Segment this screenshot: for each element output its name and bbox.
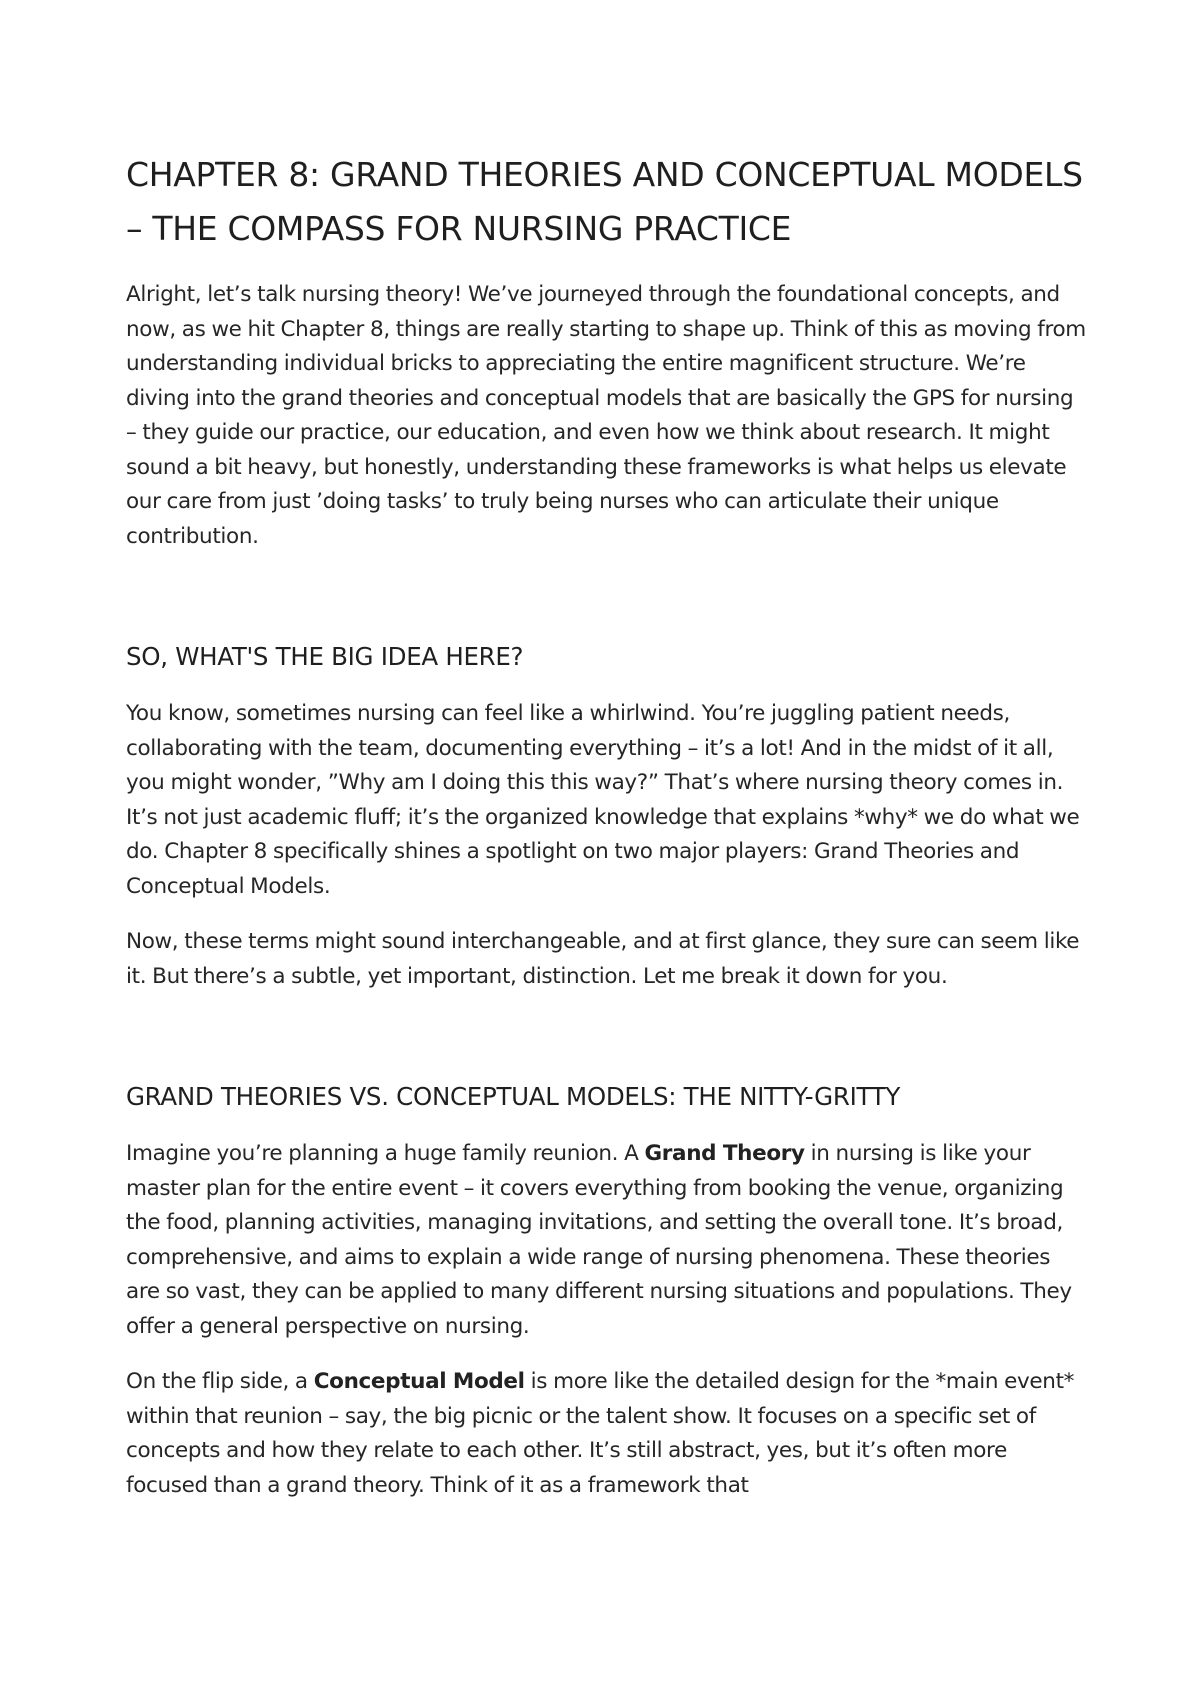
chapter-title: CHAPTER 8: GRAND THEORIES AND CONCEPTUAL MODELS – THE COMPASS FOR NURSING PRACTICE [126,155,1083,248]
conceptual-model-paragraph [126,1365,1086,1503]
section-heading-grand-vs-conceptual: GRAND THEORIES VS. CONCEPTUAL MODELS: THE NITTY-GRITTY [126,1082,901,1111]
section-heading-big-idea: SO, WHAT'S THE BIG IDEA HERE? [126,642,524,671]
text-run: Imagine you’re planning a huge family reunion. A [126,1141,645,1166]
intro-paragraph: Alright, let’s talk nursing theory! We’ve journeyed through the foundational concepts, and now, as we hit Chapter 8, things are really starting to shape up. Think of this as moving from understanding individual bricks to appreciating the entire magnificent structure. We’re diving into the grand theories and conceptual models that are basically the GPS for nursing – they guide our practice, our education, and even how we think about research. It might sound a bit heavy, but honestly, understanding these frameworks is what helps us elevate our care from just ’doing tasks’ to truly being nurses who can articulate their unique contribution. [126,282,1086,549]
text-run: On the flip side, a [126,1369,314,1394]
section-spacer [126,1015,1086,1079]
big-idea-paragraph-1: You know, sometimes nursing can feel like a whirlwind. You’re juggling patient needs, collaborating with the team, documenting everything – it’s a lot! And in the midst of it all, you might wonder, ”Why am I doing this this way?” That’s where nursing theory comes in. It’s not just academic fluff; it’s the organized knowledge that explains *why* we do what we do. Chapter 8 specifically shines a spotlight on two major players: Grand Theories and Conceptual Models. [126,701,1080,899]
text-run: is more like the detailed design for the *main event* within that reunion – say, the big picnic or the talent show. It focuses on a specific set of concepts and how they relate to each other. It’s still abstract, yes, but it’s often more focused than a grand theory. Think of it as a framework that [126,1369,1075,1498]
document-page [126,148,1086,1524]
text-run: in nursing is like your master plan for the entire event – it covers everything from booking the venue, organizing the food, planning activities, managing invitations, and setting the overall tone. It’s broad, comprehensive, and aims to explain a wide range of nursing phenomena. These theories are so vast, they can be applied to many different nursing situations and populations. They offer a general perspective on nursing. [126,1141,1072,1339]
bold-term-grand-theory: Grand Theory [644,1141,805,1166]
section-spacer [126,575,1086,639]
big-idea-paragraph-2: Now, these terms might sound interchangeable, and at first glance, they sure can seem like it. But there’s a subtle, yet important, distinction. Let me break it down for you. [126,929,1080,989]
bold-term-conceptual-model: Conceptual Model [313,1369,525,1394]
grand-theory-paragraph [126,1137,1086,1344]
